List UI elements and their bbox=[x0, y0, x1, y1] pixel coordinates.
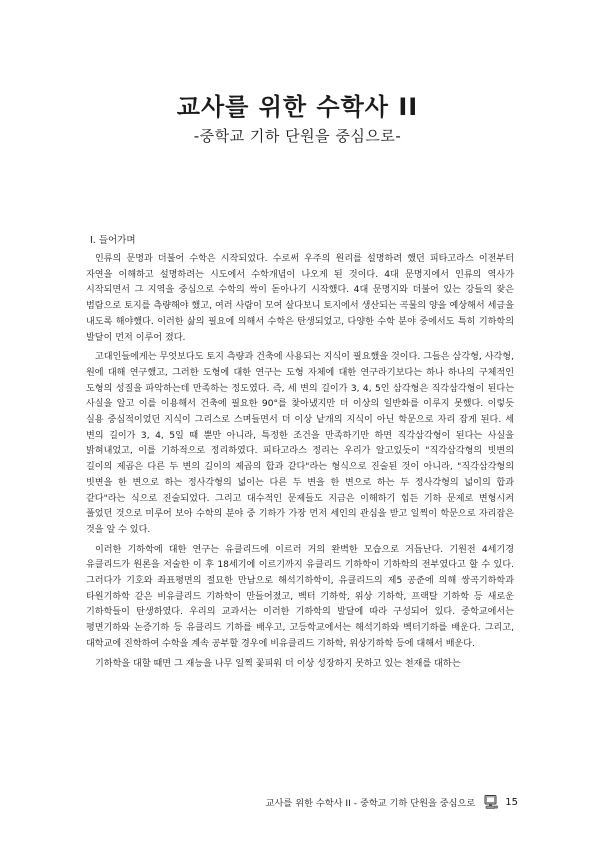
computer-monitor-icon bbox=[483, 794, 499, 810]
page-number: 15 bbox=[505, 796, 518, 808]
paragraph: 고대인들에게는 무엇보다도 토지 측량과 건축에 사용되는 지식이 필요했을 것이다. 그들은 삼각형, 사각형, 원에 대해 연구했고, 그러한 도형에 대한 연구는 도형 자체에 대한 연구라기보다는 하나 하나의 구체적인 도형의 성질을 파악하는데 만족하는 정도였다. 즉, 세 변의 길이가 3, 4, 5인 삼각형은 직각삼각형이 된다는 사실을 알고 이를 이용해서 건축에 필요한 90°를 찾아냈지만 더 이상의 일반화를 이루지 못했다. 이렇듯 실용 중심적이었던 지식이 그리스로 스며들면서 더 이상 낱개의 지식이 아닌 학문으로 자리 잡게 된다. 세 변의 길이가 3, 4, 5일 때 뿐만 아니라, 특정한 조건을 만족하기만 하면 직각삼각형이 된다는 사실을 밝혀내었고, 이를 기하적으로 정리하였다. 피타고라스 정리는 우리가 알고있듯이 "직각삼각형의 빗변의 길이의 제곱은 다른 두 변의 길이의 제곱의 합과 같다"라는 형식으로 진술된 것이 아니라, "직각삼각형의 빗변을 한 변으로 하는 정사각형의 넓이는 다른 두 변을 한 변으로 하는 두 정사각형의 넓이의 합과 같다"라는 식으로 진술되었다. 그리고 대수적인 문제들도 지금은 이해하기 힘든 기하 문제로 변형시켜 풀었던 것으로 미루어 보아 수학의 분야 중 기하가 가장 먼저 세인의 관심을 받고 일찍이 학문으로 자리잡은 것을 알 수 있다. bbox=[86, 352, 514, 535]
body-text bbox=[86, 252, 514, 676]
section-heading: Ⅰ. 들어가며 bbox=[90, 235, 136, 246]
paragraph: 인류의 문명과 더불어 수학은 시작되었다. 수로써 우주의 원리를 설명하려 했던 피타고라스 이전부터 자연을 이해하고 설명하려는 시도에서 수학개념이 나오게 된 것이다. 4대 문명지에서 인류의 역사가 시작되면서 그 지역을 중심으로 수학의 싹이 돋아나기 시작했다. 4대 문명지와 더불어 있는 강들의 잦은 범람으로 토지를 측량해야 했고, 여러 사람이 모여 살다보니 토지에서 생산되는 곡물의 양을 예상해서 세금을 내도록 해야했다. 이러한 삶의 필요에 의해서 수학은 탄생되었고, 다양한 수학 분야 중에서도 특히 기하학의 발달이 먼저 이루어 졌다. bbox=[86, 254, 514, 343]
paragraph: 기하학을 대할 때면 그 재능을 나무 일찍 꽃피워 더 이상 성장하지 못하고 있는 천재를 대하는 bbox=[95, 658, 461, 669]
title-block bbox=[0, 92, 595, 146]
page-footer bbox=[228, 792, 518, 812]
page-title: 교사를 위한 수학사 II bbox=[176, 93, 419, 121]
paragraph: 이러한 기하학에 대한 연구는 유클리드에 이르러 거의 완벽한 모습으로 거듭난다. 기원전 4세기경 유클리드가 원론을 저술한 이 후 18세기에 이르기까지 유클리드 기하학이 기하학의 전부였다고 할 수 있다. 그러다가 기호와 좌표평면의 절묘한 만남으로 해석기하학이, 유클리드의 제5 공준에 의해 쌍곡기하학과 타원기하학 같은 비유클리드 기하학이 만들어졌고, 벡터 기하학, 위상 기하학, 프랙탈 기하학 등 새로운 기하학들이 탄생하였다. 우리의 교과서는 이러한 기하학의 발달에 따라 구성되어 있다. 중학교에서는 평면기하와 논증기하 등 유클리드 기하를 배우고, 고등학교에서는 해석기하와 벡터기하를 배운다. 그리고, 대학교에 진학하여 수학을 계속 공부할 경우에 비유클리드 기하학, 위상기하학 등에 대해서 배운다. bbox=[86, 544, 514, 649]
page-subtitle: -중학교 기하 단원을 중심으로- bbox=[193, 127, 402, 145]
footer-running-title: 교사를 위한 수학사 II - 중학교 기하 단원을 중심으로 bbox=[265, 798, 476, 809]
